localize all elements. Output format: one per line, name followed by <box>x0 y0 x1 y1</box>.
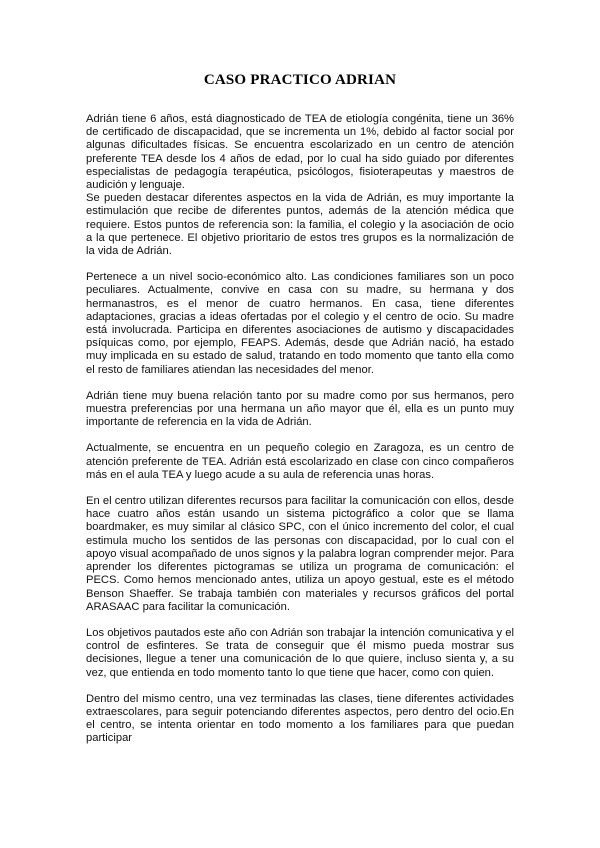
paragraph-communication-resources: En el centro utilizan diferentes recursos para facilitar la comunicación con ellos, desde hace cuatro años están usando un sistema pictográfico a color que se llama boardmaker, es muy similar al clásico SPC, con el único incremento del color, el cual estimula mucho los sentidos de las personas con discapacidad, por lo cual con el apoyo visual acompañado de unos signos y la palabra logran comprender mejor. Para aprender los diferentes pictogramas se utiliza un programa de comunicación: el PECS. Como hemos mencionado antes, utiliza un apoyo gestual, este es el método Benson Shaeffer. Se trabaja también con materiales y recursos gráficos del portal ARASAAC para facilitar la comunicación. <box>86 495 514 613</box>
paragraph-family: Pertenece a un nivel socio-económico alto. Las condiciones familiares son un poco peculiares. Actualmente, convive en casa con su madre, su hermana y dos hermanastros, es el menor de cuatro hermanos. En casa, tiene diferentes adaptaciones, gracias a ideas ofertadas por el colegio y el centro de ocio. Su madre está involucrada. Participa en diferentes asociaciones de autismo y discapacidades psíquicas como, por ejemplo, FEAPS. Además, desde que Adrián nació, ha estado muy implicada en su estado de salud, tratando en todo momento que tanto ella como el resto de familiares atiendan las necesidades del menor. <box>86 271 514 376</box>
paragraph-extracurricular: Dentro del mismo centro, una vez terminadas las clases, tiene diferentes actividades extraescolares, para seguir potenciando diferentes aspectos, pero dentro del ocio.En el centro, se intenta orientar en todo momento a los familiares para que puedan participar <box>86 692 514 745</box>
document-title: CASO PRACTICO ADRIAN <box>203 72 397 88</box>
paragraph-reference-points: Se pueden destacar diferentes aspectos en la vida de Adrián, es muy importante la estimulación que recibe de diferentes puntos, además de la atención médica que requiere. Estos puntos de referencia son: la familia, el colegio y la asociación de ocio a la que pertenece. El objetivo prioritario de estos tres grupos es la normalización de la vida de Adrián. <box>86 192 514 258</box>
paragraph-school: Actualmente, se encuentra en un pequeño colegio en Zaragoza, es un centro de atención preferente de TEA. Adrián está escolarizado en clase con cinco compañeros más en el aula TEA y luego acude a su aula de referencia unas horas. <box>86 442 514 481</box>
document-body <box>86 113 514 759</box>
paragraph-relationships: Adrián tiene muy buena relación tanto por su madre como por sus hermanos, pero muestra preferencias por una hermana un año mayor que él, ella es un punto muy importante de referencia en la vida de Adrián. <box>86 389 514 429</box>
paragraph-objectives: Los objetivos pautados este año con Adrián son trabajar la intención comunicativa y el control de esfinteres. Se trata de conseguir que él mismo pueda mostrar sus decisiones, llegue a tener una comunicación de lo que quiere, incluso sienta y, a su vez, que entienda en todo momento tanto lo que tiene que hacer, como con quien. <box>86 626 514 679</box>
paragraph-diagnosis: Adrián tiene 6 años, está diagnosticado de TEA de etiología congénita, tiene un 36% de certificado de discapacidad, que se incrementa un 1%, debido al factor social por algunas dificultades físicas. Se encuentra escolarizado en un centro de atención preferente TEA desde los 4 años de edad, por lo cual ha sido guiado por diferentes especialistas de pedagogía terapéutica, psicólogos, fisioterapeutas y maestros de audición y lenguaje. <box>86 113 514 192</box>
